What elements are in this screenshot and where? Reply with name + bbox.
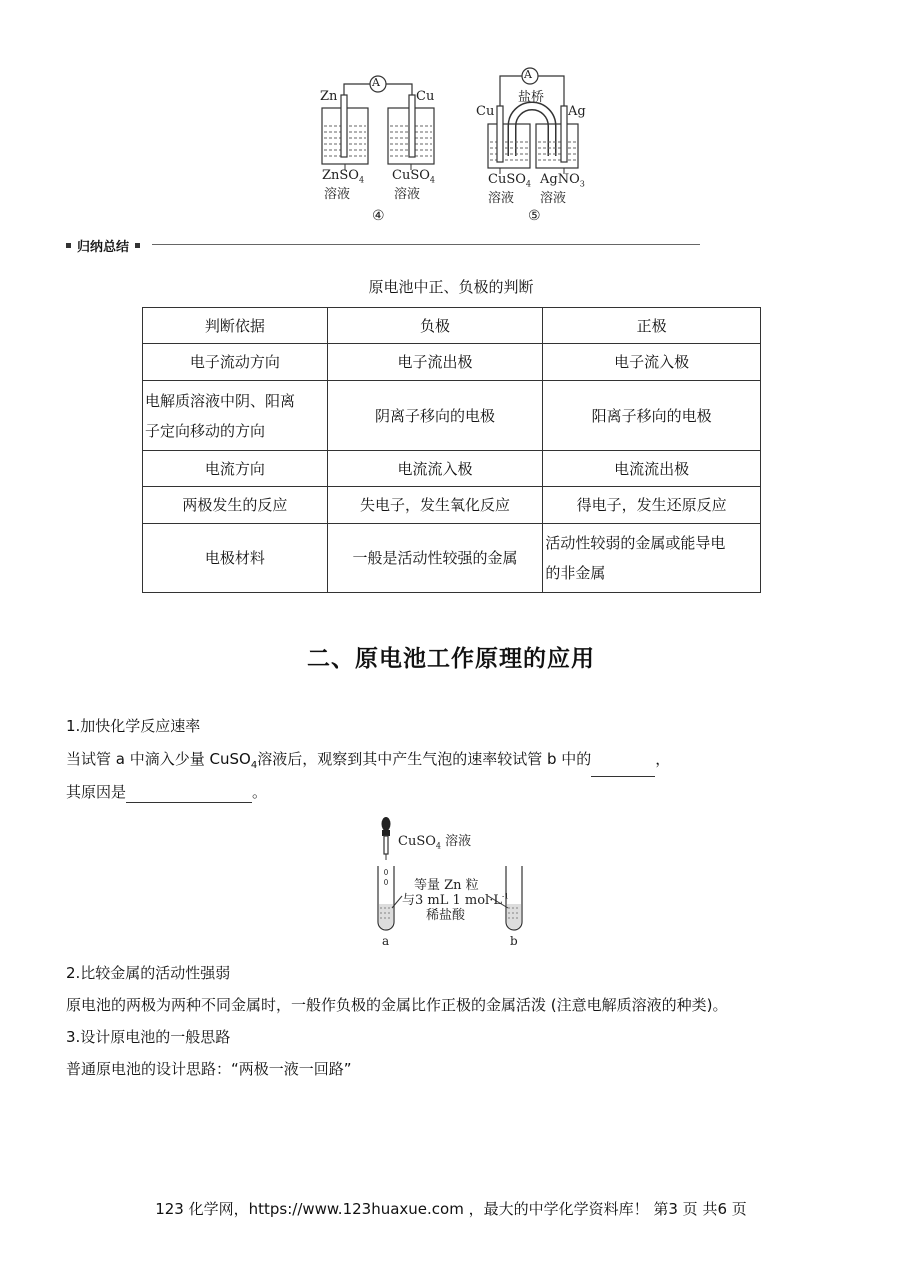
- table-header-cell: 正极: [543, 308, 761, 344]
- summary-section-label: 归纳总结: [77, 239, 130, 255]
- item-1-title: 1.加快化学反应速率: [66, 717, 201, 735]
- page-footer: 123 化学网，https://www.123huaxue.com ，最大的中学化学资料库！ 第3 页 共6 页: [155, 1200, 747, 1218]
- znso4-label: ZnSO$_4$: [322, 168, 365, 185]
- table-caption: 原电池中正、负极的判断: [368, 278, 534, 296]
- tube-desc-line-1: 等量 Zn 粒: [414, 878, 479, 893]
- table-cell: 电子流动方向: [143, 344, 328, 381]
- item-2-title: 2.比较金属的活动性强弱: [66, 964, 231, 982]
- table-row: [143, 451, 761, 487]
- ammeter-label: A: [372, 76, 380, 89]
- square-bullet-icon: [135, 243, 140, 248]
- table-cell: 电流流出极: [543, 451, 761, 487]
- ammeter-label: A: [524, 68, 532, 81]
- section-divider: [152, 244, 700, 245]
- test-tube-diagram: [370, 812, 530, 954]
- table-cell: 电子流入极: [543, 344, 761, 381]
- table-header-cell: 判断依据: [143, 308, 328, 344]
- right-solution-word: 溶液: [540, 191, 567, 206]
- cuso4-reagent-label: CuSO$_4$ 溶液: [398, 834, 472, 851]
- table-row: [143, 487, 761, 524]
- table-cell: 电流流入极: [327, 451, 543, 487]
- figure-number-5: ⑤: [528, 208, 541, 224]
- table-cell: 电极材料: [143, 524, 328, 593]
- table-row: [143, 381, 761, 451]
- cu-electrode-label: Cu: [416, 89, 435, 104]
- electrode-judgement-table: [142, 307, 761, 593]
- agno3-label: AgNO$_3$: [540, 172, 585, 189]
- cell-diagram-4: [316, 70, 446, 230]
- section-heading: 二、原电池工作原理的应用: [307, 646, 595, 672]
- cell-diagram-5: [474, 66, 594, 230]
- salt-bridge-label: 盐桥: [518, 90, 545, 105]
- item-3-title: 3.设计原电池的一般思路: [66, 1028, 231, 1046]
- left-solution-word: 溶液: [324, 187, 351, 202]
- right-solution-word: 溶液: [394, 187, 421, 202]
- item-1-text: 当试管 a 中滴入少量 CuSO$_4$溶液后，观察到其中产生气泡的速率较试管 b 中的 ，: [66, 748, 670, 777]
- item-2-text: 原电池的两极为两种不同金属时，一般作负极的金属比作正极的金属活泼 (注意电解质溶液的种类)。: [66, 996, 728, 1014]
- square-bullet-icon: [66, 243, 71, 248]
- table-cell: 阳离子移向的电极: [543, 381, 761, 451]
- tube-desc-line-3: 稀盐酸: [426, 908, 466, 923]
- cuso4-label: CuSO$_4$: [392, 168, 435, 185]
- cu-electrode-label: Cu: [476, 104, 495, 119]
- table-cell: 得电子，发生还原反应: [543, 487, 761, 524]
- table-cell: 活动性较弱的金属或能导电 的非金属: [543, 524, 761, 593]
- ag-electrode-label: Ag: [568, 104, 586, 119]
- left-solution-word: 溶液: [488, 191, 515, 206]
- item-3-text: 普通原电池的设计思路：“两极一液一回路”: [66, 1060, 352, 1078]
- table-row: [143, 344, 761, 381]
- table-cell: 失电子，发生氧化反应: [327, 487, 543, 524]
- table-row: [143, 524, 761, 593]
- item-1-reason: 其原因是 。: [66, 783, 268, 801]
- figure-number-4: ④: [372, 208, 385, 224]
- table-cell: 电子流出极: [327, 344, 543, 381]
- zn-electrode-label: Zn: [320, 89, 338, 104]
- answer-blank[interactable]: [126, 786, 252, 803]
- table-header-cell: 负极: [327, 308, 543, 344]
- table-cell: 两极发生的反应: [143, 487, 328, 524]
- cuso4-label: CuSO$_4$: [488, 172, 531, 189]
- table-header-row: [143, 308, 761, 344]
- table-cell: 一般是活动性较强的金属: [327, 524, 543, 593]
- tube-b-label: b: [510, 934, 518, 948]
- tube-a-label: a: [382, 934, 390, 948]
- table-cell: 电流方向: [143, 451, 328, 487]
- table-cell: 阴离子移向的电极: [327, 381, 543, 451]
- answer-blank[interactable]: [591, 760, 655, 777]
- summary-section-tag: [66, 236, 144, 254]
- tube-desc-line-2: 与3 mL 1 $mol\cdot L^{-1}$: [402, 892, 509, 908]
- table-cell: 电解质溶液中阴、阳离 子定向移动的方向: [143, 381, 328, 451]
